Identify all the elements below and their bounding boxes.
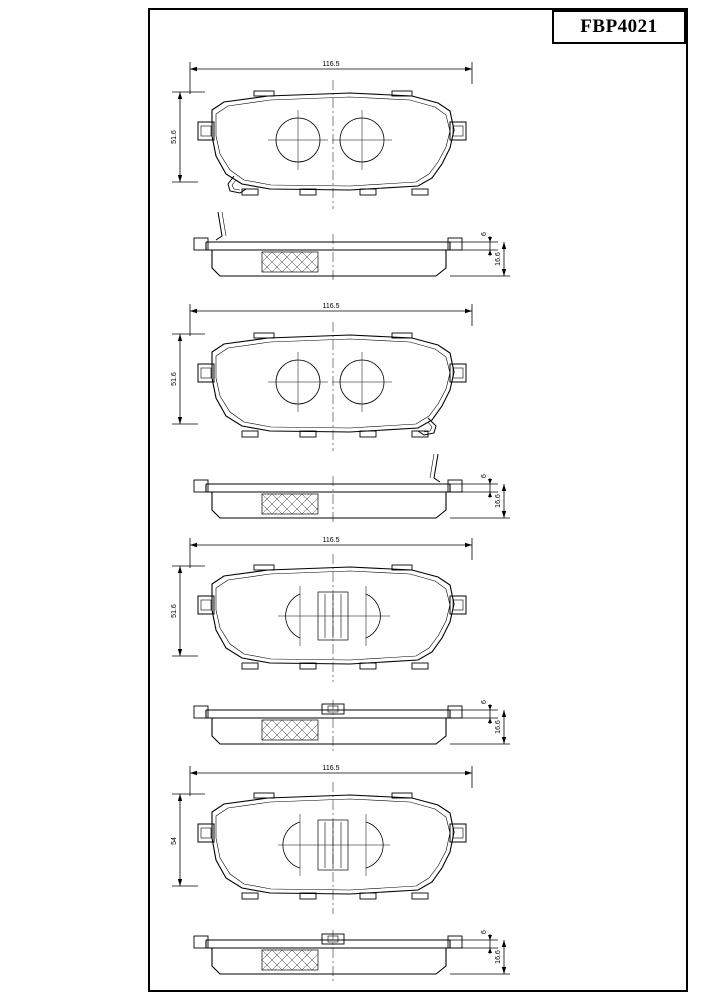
view-4-height-dim: 54 — [171, 837, 178, 845]
view-2-width-dim: 116.5 — [322, 303, 340, 310]
view-1-width-dim: 116.5 — [322, 61, 340, 68]
view-3-thickness-dim: 16.6 — [495, 720, 502, 734]
view-2-backplate-dim: 6 — [481, 474, 488, 478]
view-4-group — [150, 748, 686, 988]
view-3-height-dim: 51.6 — [171, 604, 178, 618]
view-1-thickness-dim: 16.6 — [495, 252, 502, 266]
view-3-backplate-dim: 6 — [481, 700, 488, 704]
view-4-thickness-dim: 16.6 — [495, 950, 502, 964]
view-3-width-dim: 116.5 — [322, 537, 340, 544]
part-number-label: FBP4021 — [580, 16, 658, 37]
view-3-group — [150, 520, 686, 758]
part-number-box — [552, 10, 686, 44]
view-1-backplate-dim: 6 — [481, 232, 488, 236]
view-4-backplate-dim: 6 — [481, 930, 488, 934]
drawing-frame — [148, 8, 688, 992]
view-1-group — [150, 44, 686, 286]
view-2-height-dim: 51.6 — [171, 372, 178, 386]
view-2-group — [150, 286, 686, 528]
view-2-thickness-dim: 16.6 — [495, 494, 502, 508]
view-1-height-dim: 51.6 — [171, 130, 178, 144]
view-4-width-dim: 116.5 — [322, 765, 340, 772]
